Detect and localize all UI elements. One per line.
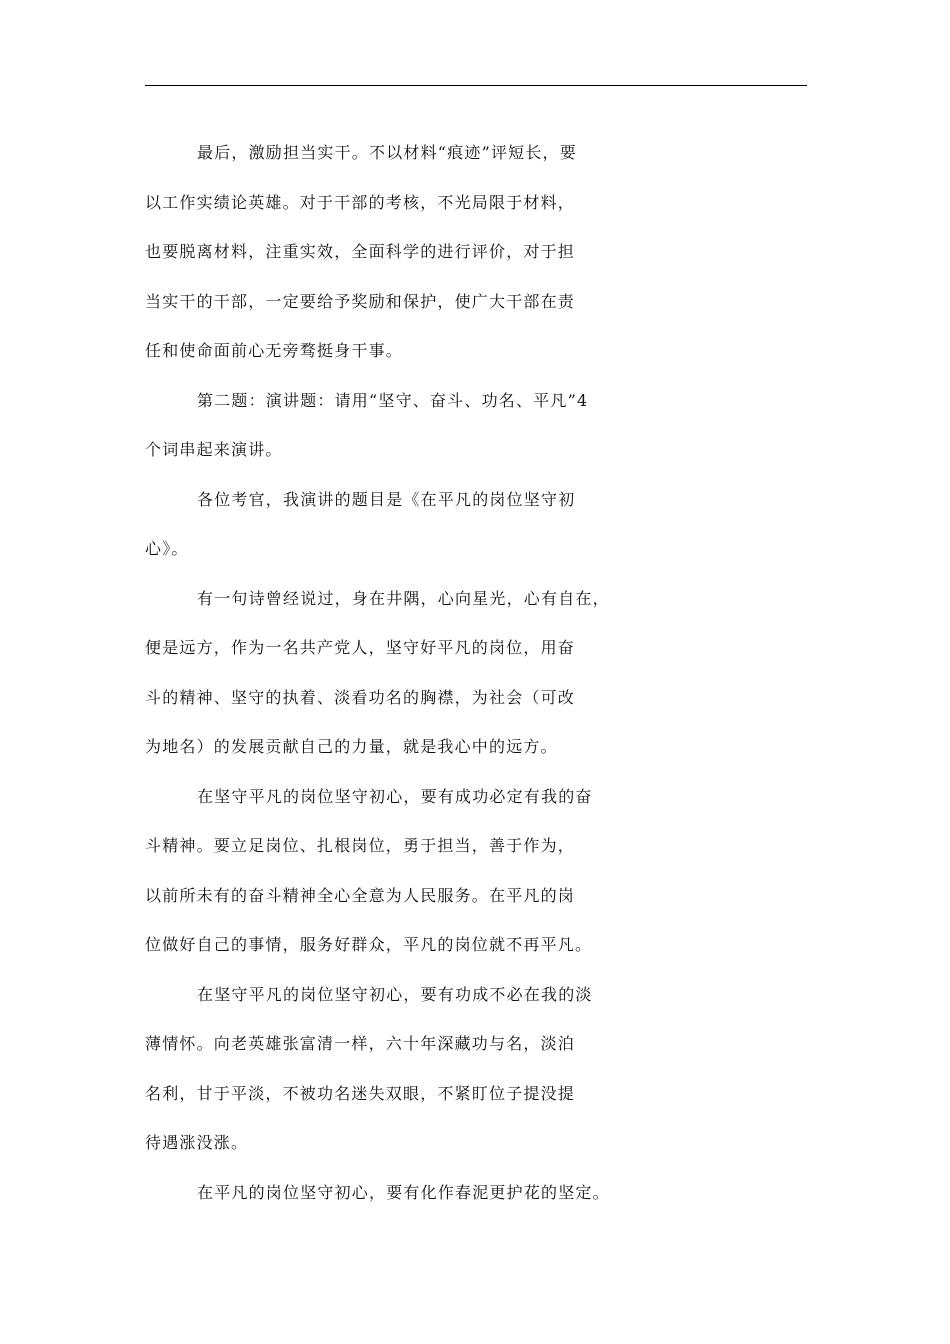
text-line: 待遇涨没涨。 <box>145 1133 249 1152</box>
text-line: 有一句诗曾经说过，身在井隅，心向星光，心有自在， <box>197 588 610 608</box>
text-line: 第二题：演讲题：请用“坚守、奋斗、功名、平凡”4 <box>197 390 589 410</box>
text-line: 也要脱离材料，注重实效，全面科学的进行评价，对于担 <box>145 242 576 261</box>
body-text <box>145 128 815 1217</box>
text-line: 在坚守平凡的岗位坚守初心，要有功成不必在我的淡 <box>197 984 593 1004</box>
text-line: 为地名）的发展贡献自己的力量，就是我心中的远方。 <box>145 737 558 756</box>
text-line: 心》。 <box>145 539 189 558</box>
text-line: 斗的精神、坚守的执着、淡看功名的胸襟，为社会（可改 <box>145 687 576 707</box>
text-line: 斗精神。要立足岗位、扎根岗位，勇于担当，善于作为， <box>145 836 576 855</box>
header-rule <box>145 85 807 86</box>
text-line: 名利，甘于平淡，不被功名迷失双眼，不紧盯位子提没提 <box>145 1083 576 1103</box>
text-line: 便是远方，作为一名共产党人，坚守好平凡的岗位，用奋 <box>145 638 576 657</box>
text-line: 在平凡的岗位坚守初心，要有化作春泥更护花的坚定。 <box>197 1182 610 1202</box>
text-line: 当实干的干部，一定要给予奖励和保护，使广大干部在责 <box>145 291 576 311</box>
text-line: 最后，激励担当实干。不以材料“痕迹”评短长，要 <box>197 143 577 162</box>
text-line: 任和使命面前心无旁骛挺身干事。 <box>145 341 404 360</box>
text-line: 各位考官，我演讲的题目是《在平凡的岗位坚守初 <box>197 489 576 509</box>
text-line: 个词串起来演讲。 <box>145 440 283 459</box>
text-line: 薄情怀。向老英雄张富清一样，六十年深藏功与名，淡泊 <box>145 1034 576 1053</box>
text-line: 位做好自己的事情，服务好群众，平凡的岗位就不再平凡。 <box>145 935 593 954</box>
text-line: 在坚守平凡的岗位坚守初心，要有成功必定有我的奋 <box>197 786 593 806</box>
text-line: 以前所未有的奋斗精神全心全意为人民服务。在平凡的岗 <box>145 885 576 905</box>
text-line: 以工作实绩论英雄。对于干部的考核，不光局限于材料， <box>145 192 576 212</box>
